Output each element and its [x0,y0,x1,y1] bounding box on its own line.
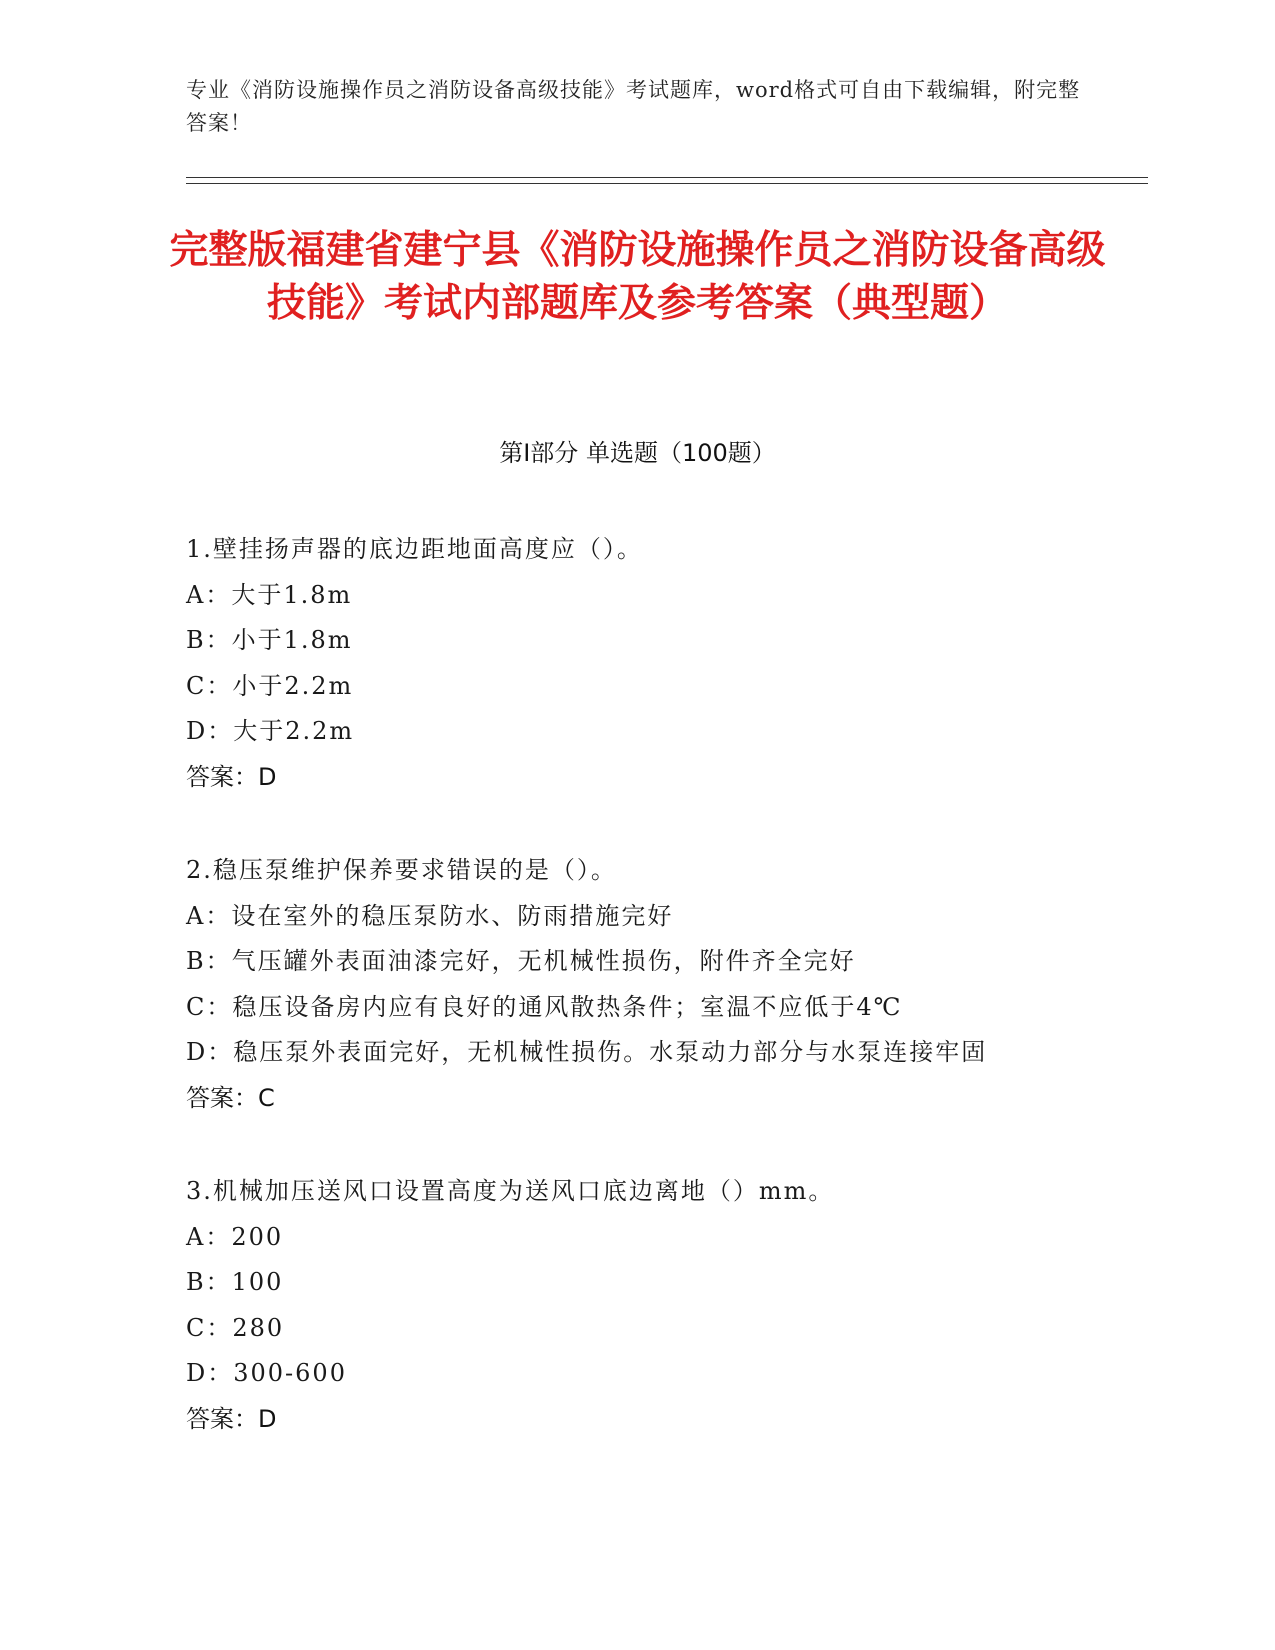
question-stem: 3.机械加压送风口设置高度为送风口底边离地（）mm。 [186,1177,835,1205]
answer-line: 答案：D [186,762,277,791]
option-b: B：100 [186,1268,284,1296]
header-divider-bottom [186,183,1148,184]
question-list [186,527,1146,1490]
option-b: B：气压罐外表面油漆完好，无机械性损伤，附件齐全完好 [186,947,856,975]
section-title: 第I部分 单选题（100题） [499,439,776,467]
option-d: D：稳压泵外表面完好，无机械性损伤。水泵动力部分与水泵连接牢固 [186,1038,988,1066]
answer-line: 答案：D [186,1404,277,1433]
option-a: A：大于1.8m [186,580,353,609]
question-2 [186,848,1146,1121]
option-a: A：设在室外的稳压泵防水、防雨措施完好 [186,901,674,930]
document-title: 完整版福建省建宁县《消防设施操作员之消防设备高级技能》考试内部题库及参考答案（典型题） [169,228,1106,326]
question-stem: 2.稳压泵维护保养要求错误的是（）。 [186,856,617,884]
header-divider-top [186,177,1148,178]
question-3 [186,1169,1146,1442]
option-d: D：300-600 [186,1359,347,1387]
option-c: C：稳压设备房内应有良好的通风散热条件；室温不应低于4℃ [186,992,903,1021]
option-b: B：小于1.8m [186,626,353,654]
header-note: 专业《消防设施操作员之消防设备高级技能》考试题库，word格式可自由下载编辑，附完整答案！ [186,78,1081,135]
option-c: C：280 [186,1313,285,1342]
option-c: C：小于2.2m [186,671,354,700]
option-d: D：大于2.2m [186,717,355,745]
question-stem: 1.壁挂扬声器的底边距地面高度应（）。 [186,535,643,563]
option-a: A：200 [186,1222,284,1251]
question-1 [186,527,1146,800]
answer-line: 答案：C [186,1083,275,1112]
